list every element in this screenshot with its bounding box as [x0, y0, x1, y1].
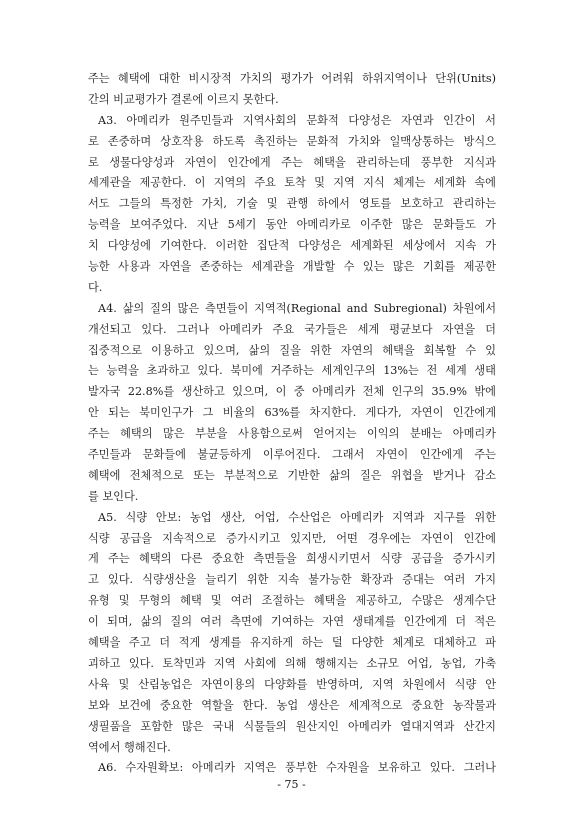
text-line: 서도 그들의 특정한 가치, 기술 및 관행 하에서 영토를 보호하고 관리하는: [88, 197, 496, 211]
text-line: 안 되는 북미인구가 그 비율의 63%를 차지한다. 게다가, 자연이 인간에게: [88, 406, 496, 420]
text-line: 혜택에 전체적으로 또는 부분적으로 기반한 삶의 질은 위협을 받거나 감소: [88, 468, 496, 482]
text-line: 로 생물다양성과 자연이 인간에게 주는 혜택을 관리하는데 풍부한 지식과: [88, 155, 496, 169]
text-line: 로 존중하며 상호작용 하도록 촉진하는 문화적 가치와 일맥상통하는 방식으: [88, 134, 496, 148]
page-body-text: [88, 69, 496, 779]
text-line: 식량 공급을 지속적으로 증가시키고 있지만, 어떤 경우에는 자연이 인간에: [88, 531, 496, 545]
text-line: 역에서 행해진다.: [88, 740, 171, 754]
text-line: 다.: [88, 280, 103, 294]
text-line: A5. 식량 안보: 농업 생산, 어업, 수산업은 아메리카 지역과 지구를 위한: [98, 510, 496, 524]
text-line: A6. 수자원확보: 아메리카 지역은 풍부한 수자원을 보유하고 있다. 그러나: [98, 761, 496, 775]
text-line: 혜택을 주고 더 적게 생계를 유지하게 하는 덜 다양한 체계로 대체하고 파: [88, 636, 496, 650]
text-line: 고 있다. 식량생산을 늘리기 위한 지속 불가능한 확장과 증대는 여러 가지: [88, 573, 496, 587]
text-line: 주는 혜택의 많은 부분을 사용함으로써 얻어지는 이익의 분배는 아메리카: [88, 427, 496, 441]
text-line: 는 능력을 초과하고 있다. 북미에 거주하는 세계인구의 13%는 전 세계 생태: [88, 364, 496, 378]
text-line: 세계관을 제공한다. 이 지역의 주요 토착 및 지역 지식 체계는 세계화 속에: [88, 176, 496, 190]
text-line: 보와 보건에 중요한 역할을 한다. 농업 생산은 세계적으로 중요한 농작물과: [88, 698, 496, 712]
text-line: A3. 아메리카 원주민들과 지역사회의 문화적 다양성은 자연과 인간이 서: [98, 113, 496, 127]
page-number: - 75 -: [277, 778, 306, 791]
text-line: 를 보인다.: [88, 489, 139, 503]
text-line: 유형 및 무형의 혜택 및 여러 조절하는 혜택을 제공하고, 수많은 생계수단: [88, 594, 496, 608]
text-line: 이 되며, 삶의 질의 여러 측면에 기여하는 자연 생태계를 인간에게 더 적은: [88, 615, 496, 629]
text-line: 발자국 22.8%를 생산하고 있으며, 이 중 아메리카 전체 인구의 35.9% 밖에: [88, 385, 496, 399]
text-line: 능력을 보여주었다. 지난 5세기 동안 아메리카로 이주한 많은 문화들도 가: [88, 218, 496, 232]
text-line: 능한 사용과 자연을 존중하는 세계관을 개발할 수 있는 많은 기회를 제공한: [88, 260, 496, 274]
text-line: 주민들과 문화들에 불균등하게 이루어진다. 그래서 자연이 인간에게 주는: [88, 448, 496, 462]
text-line: A4. 삶의 질의 많은 측면들이 지역적(Regional and Subregional) 차원에서: [98, 301, 496, 315]
text-line: 괴하고 있다. 토착민과 지역 사회에 의해 행해지는 소규모 어업, 농업, 가축: [88, 656, 496, 670]
text-line: 사육 및 산림농업은 자연이용의 다양화를 반영하며, 지역 차원에서 식량 안: [88, 677, 496, 691]
text-line: 간의 비교평가가 결론에 이르지 못한다.: [88, 92, 279, 106]
text-line: 개선되고 있다. 그러나 아메리카 주요 국가들은 세계 평균보다 자연을 더: [88, 322, 496, 336]
text-line: 게 주는 혜택의 다른 중요한 측면들을 희생시키면서 식량 공급을 증가시키: [88, 552, 496, 566]
text-line: 생필품을 포함한 많은 국내 식물들의 원산지인 아메리카 열대지역과 산간지: [88, 719, 496, 733]
text-line: 주는 혜택에 대한 비시장적 가치의 평가가 어려워 하위지역이나 단위(Units): [88, 72, 496, 85]
text-line: 치 다양성에 기여한다. 이러한 집단적 다양성은 세계화된 세상에서 지속 가: [88, 239, 496, 253]
text-line: 집중적으로 이용하고 있으며, 삶의 질을 위한 자연의 혜택을 회복할 수 있: [88, 343, 496, 357]
